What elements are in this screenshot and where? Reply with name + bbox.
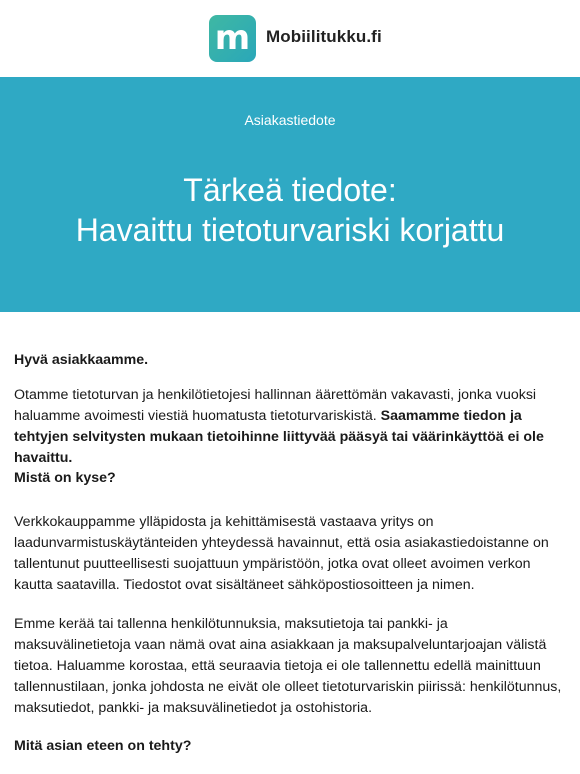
intro-text: Otamme tietoturvan ja henkilötietojesi hallinnan äärettömän vakavasti, jonka vuoksi haluamme avoimesti viestiä huomatusta tietoturvariskistä.: [14, 387, 537, 424]
brand-name[interactable]: Mobiilitukku.fi: [266, 27, 382, 46]
hero-title-line1: Tärkeä tiedote:: [183, 172, 397, 208]
logo-letter: m: [214, 18, 251, 58]
intro-bold-text: Saamamme tiedon ja tehtyjen selvitysten mukaan tietoihinne liittyvää pääsyä tai väärinkäyttöä ei ole havaittu.: [14, 408, 544, 466]
intro-paragraph: [14, 385, 566, 469]
section-heading-actions: Mitä asian eteen on tehty?: [14, 738, 192, 754]
hero-title-line2: Havaittu tietoturvariski korjattu: [75, 212, 505, 248]
section-heading-what: Mistä on kyse?: [14, 470, 116, 486]
brand-logo-icon[interactable]: [209, 15, 256, 62]
email-header: [0, 0, 580, 77]
hero-title: [0, 170, 580, 250]
hero-banner: [0, 77, 580, 312]
paragraph-what: Verkkokauppamme ylläpidosta ja kehittämisestä vastaava yritys on laadunvarmistuskäytänteiden yhteydessä havainnut, että osia asiakastiedoistanne on tallentunut puutteellisesti suojattuun ympäristöön, jotka ovat olleet avoimen verkon kautta saatavilla. Tiedostot ovat sisältäneet sähköpostiosoitteen ja nimen.: [14, 514, 549, 593]
greeting: Hyvä asiakkaamme.: [14, 352, 149, 368]
paragraph-data: Emme kerää tai tallenna henkilötunnuksia, maksutietoja tai pankki- ja maksuvälinetietoja vaan nämä ovat aina asiakkaan ja maksupalveluntarjoajan välistä tietoa. Haluamme korostaa, että seuraavia tietoja ei ole tallennettu edellä mainittuun tallennustilaan, jonka johdosta ne eivät ole olleet tietoturvariskin piirissä: henkilötunnus, maksutiedot, pankki- ja maksuvälinetiedot ja ostohistoria.: [14, 616, 562, 716]
hero-kicker: Asiakastiedote: [244, 112, 336, 128]
